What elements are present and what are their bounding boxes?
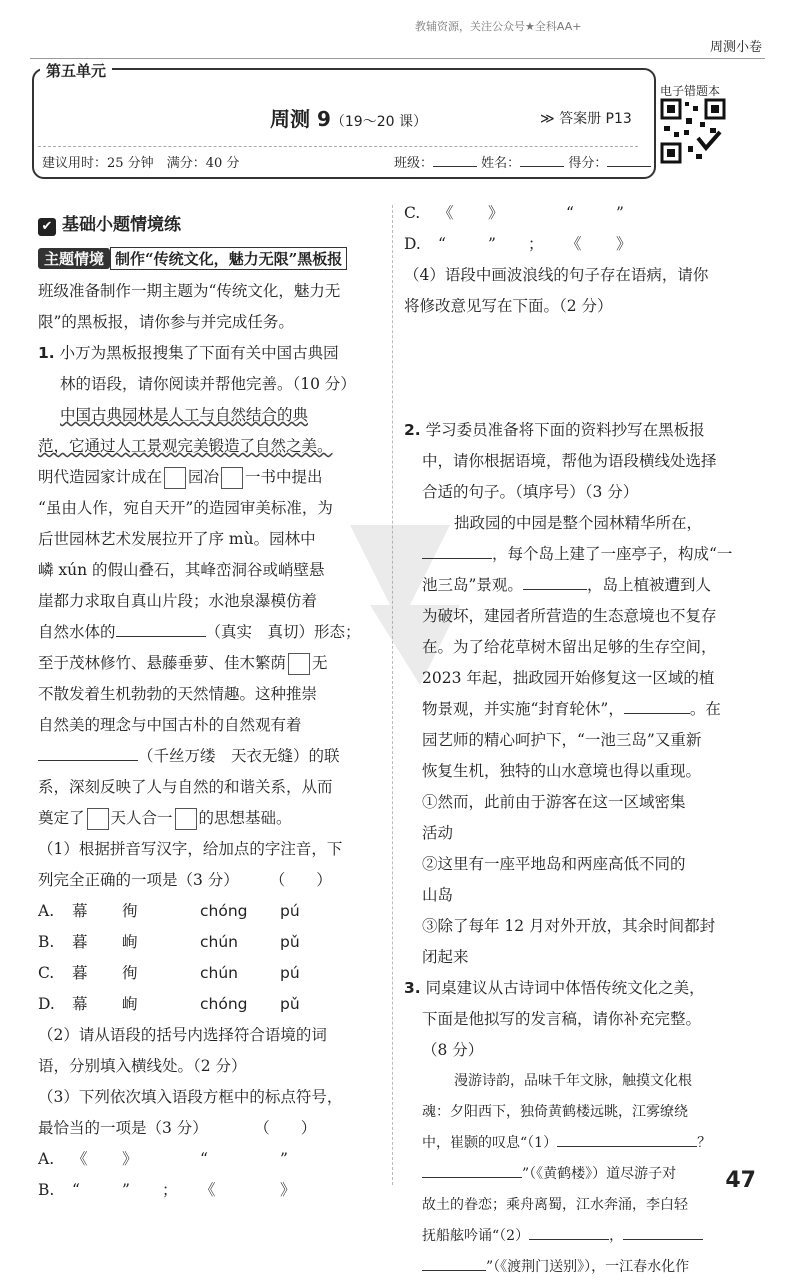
class-field[interactable] — [433, 166, 477, 167]
q1-sub4-line-1: （4）语段中画波浪线的句子存在语病，请你 — [404, 266, 709, 284]
q1-sub4-line-2: 将修改意见写在下面。（2 分） — [404, 297, 613, 315]
q1-para-line: “虽由人作，宛自天开”的造园审美标准，为 — [38, 499, 333, 517]
q1-sub2-line-2: 语，分别填入横线处。（2 分） — [38, 1057, 247, 1075]
q3-p3: 中，崔颢的叹息“（1） — [422, 1135, 558, 1151]
q3-para-line: 漫游诗韵，品味千年文脉，触摸文化根 — [454, 1073, 692, 1089]
option-row[interactable]: D. “ ” ； 《 》 — [404, 235, 632, 253]
q1-para-line — [38, 462, 388, 493]
q1-p13a: 奠定了 — [38, 809, 85, 827]
theme-tag-text: 制作“传统文化，魅力无限”黑板报 — [110, 247, 347, 270]
header-rule — [30, 58, 765, 59]
q3-stem-1 — [404, 973, 764, 1004]
q2-option-3b: 闭起来 — [422, 948, 469, 966]
sentence-blank-1[interactable] — [422, 558, 492, 559]
q1-para-line: 嶙 xún 的假山叠石，其峰峦洞谷或峭壁悬 — [38, 561, 325, 579]
theme-tag: 主题情境 — [38, 248, 110, 269]
q2-para-line: 恢复生机，独特的山水意境也得以重现。 — [422, 762, 702, 780]
q3-p7: ”（《渡荆门送别》），一江春水化作 — [486, 1259, 690, 1275]
q1-p7b: （真实 真切）形态； — [205, 623, 361, 641]
q1-para-line — [38, 431, 388, 462]
q1-para-line: 不散发着生机勃勃的天然情趣。这种推崇 — [38, 685, 318, 703]
q1-p2a: 明代造园家计成在 — [38, 468, 163, 486]
option-row[interactable]: B. 暮 峋 chún pǔ — [38, 933, 300, 951]
name-label: 姓名： — [481, 156, 521, 171]
q3-para-line — [404, 1159, 764, 1190]
q2-stem-1 — [404, 415, 764, 446]
q1-sub3-line-2: 最恰当的一项是（3 分） （ ） — [38, 1119, 317, 1137]
left-column — [38, 276, 388, 1206]
q1-sub2-line-1: （2）请从语段的括号内选择符合语境的词 — [38, 1026, 327, 1044]
q3-para-line — [404, 1221, 764, 1252]
q2-stem-3: 合适的句子。（填序号）（3 分） — [422, 483, 639, 501]
q1-para-line: 崖都力求取自真山片段；水池泉瀑模仿着 — [38, 592, 318, 610]
score-label: 得分： — [568, 156, 608, 171]
q3-stem-3: （8 分） — [422, 1041, 484, 1059]
q3-para-line: 魂：夕阳西下，独倚黄鹤楼远眺，江雾缭绕 — [422, 1104, 688, 1120]
q3-para-line — [404, 1128, 764, 1159]
q3-stem-text-1: 同桌建议从古诗词中体悟传统文化之美， — [425, 979, 705, 997]
q2-para-line — [404, 570, 764, 601]
option-row[interactable]: C. 暮 徇 chún pú — [38, 964, 300, 982]
answer-space[interactable] — [404, 322, 764, 415]
punct-box-2[interactable] — [221, 467, 243, 489]
header-right-label: 周测小卷 — [709, 40, 762, 55]
score-total-text: 满分：40 分 — [166, 156, 240, 171]
punct-box-3[interactable] — [288, 653, 310, 675]
q2-para-line: 拙政园的中园是整个园林精华所在， — [454, 514, 703, 532]
q1-para-line — [38, 617, 388, 648]
q1-p8a: 至于茂林修竹、悬藤垂萝、佳木繁荫 — [38, 654, 287, 672]
q1-sub1-line-1: （1）根据拼音写汉字，给加点的字注音，下 — [38, 840, 343, 858]
q2-stem-2: 中，请你根据语境，帮他为语段横线处选择 — [422, 452, 717, 470]
q1-stem-2: 林的语段，请你阅读并帮他完善。（10 分） — [60, 375, 356, 393]
q3-para-line: 故土的眷恋；乘舟离蜀，江水奔涌，李白轻 — [422, 1197, 688, 1213]
qr-label: 电子错题本 — [660, 84, 721, 98]
q1-para-line — [38, 400, 388, 431]
header-note: 教辅资源，关注公众号★全科AA+ — [415, 20, 582, 33]
option-row[interactable]: A. 《 》 “ ” — [38, 1150, 288, 1168]
q1-stem-1 — [38, 338, 388, 369]
punct-box-5[interactable] — [175, 808, 197, 830]
q3-p6c: ， — [609, 1228, 624, 1244]
option-row[interactable]: D. 幕 峋 chóng pǔ — [38, 995, 300, 1013]
page-title — [270, 103, 427, 132]
time-score-info — [42, 152, 239, 171]
poem-blank-3[interactable] — [529, 1239, 609, 1240]
q2-option-1: ①然而，此前由于游客在这一区域密集 — [422, 793, 686, 811]
q1-p7a: 自然水体的 — [38, 623, 116, 641]
name-field[interactable] — [520, 166, 564, 167]
title-sub: （19～20 课） — [330, 114, 427, 130]
class-label: 班级： — [394, 156, 434, 171]
page-number: 47 — [725, 1168, 756, 1193]
q1-para-line: 自然美的理念与中国古朴的自然观有着 — [38, 716, 302, 734]
q2-para-line: 园艺师的精心呵护下，“一池三岛”又重新 — [422, 731, 702, 749]
checkbox-icon: ✔ — [38, 218, 56, 236]
q1-para-line — [38, 803, 388, 834]
info-divider — [38, 146, 638, 147]
sentence-blank-3[interactable] — [624, 713, 690, 714]
poem-blank-4[interactable] — [623, 1239, 703, 1240]
q2-p3b: ，岛上植被遭到人 — [586, 576, 711, 594]
q1-para-line — [38, 648, 388, 679]
q2-stem-text-1: 学习委员准备将下面的资料抄写在黑板报 — [425, 421, 705, 439]
theme-tag-bar — [38, 247, 347, 271]
option-row[interactable]: C. 《 》 “ ” — [404, 204, 624, 222]
q2-para-line — [404, 539, 764, 570]
q1-para-line: 系，深刻反映了人与自然的和谐关系，从而 — [38, 778, 333, 796]
q1-p2c: 一书中提出 — [245, 468, 323, 486]
q2-para-line — [404, 694, 764, 725]
q1-p13b: 天人合一 — [110, 809, 173, 827]
word-blank-2[interactable] — [38, 760, 138, 761]
q1-p8b: 无 — [312, 654, 328, 672]
wavy-sentence-part2: 范，它通过人工景观完美锻造了自然之美。 — [38, 437, 333, 455]
option-row[interactable]: A. 幕 徇 chóng pú — [38, 902, 300, 920]
q2-number: 2. — [404, 421, 421, 439]
title-main: 周测 9 — [270, 107, 331, 131]
wavy-sentence-part1: 中国古典园林是人工与自然结合的典 — [60, 406, 309, 424]
q1-sub3-line-1: （3）下列依次填入语段方框中的标点符号， — [38, 1088, 343, 1106]
word-blank-1[interactable] — [116, 636, 206, 637]
q1-p11: （千丝万缕 天衣无缝）的联 — [138, 747, 340, 765]
q3-p3q: ？ — [697, 1135, 712, 1151]
q1-number: 1. — [38, 344, 55, 362]
q2-para-line: 为破坏，建园者所营造的生态意境也不复存 — [422, 607, 717, 625]
punct-box-1[interactable] — [164, 467, 186, 489]
qr-code-icon[interactable] — [660, 98, 726, 164]
q1-para-line: 后世园林艺术发展拉开了序 mù。园林中 — [38, 530, 316, 548]
punct-box-4[interactable] — [87, 808, 109, 830]
poem-blank-2[interactable] — [422, 1177, 522, 1178]
q3-p6: 抚船舷吟诵“（2） — [422, 1228, 530, 1244]
q2-para-line: 在。为了给花草树木留出足够的生存空间， — [422, 638, 717, 656]
right-column — [404, 198, 764, 1283]
unit-label: 第五单元 — [40, 60, 112, 81]
student-fields — [394, 152, 651, 171]
answer-ref: ≫ 答案册 P13 — [540, 111, 632, 127]
time-text: 建议用时：25 分钟 — [42, 156, 154, 171]
q2-p3a: 池三岛”景观。 — [422, 576, 523, 594]
q2-p7b: 。在 — [689, 700, 721, 718]
section-title — [38, 210, 181, 236]
q1-stem-text-1: 小万为黑板报搜集了下面有关中国古典园 — [59, 344, 339, 362]
poem-blank-1[interactable] — [557, 1146, 697, 1147]
q2-p2: ，每个岛上建了一座亭子，构成“一 — [492, 545, 733, 563]
intro-line-2: 限”的黑板报，请你参与并完成任务。 — [38, 313, 294, 331]
q3-para-line — [404, 1252, 764, 1283]
q2-option-2: ②这里有一座平地岛和两座高低不同的 — [422, 855, 686, 873]
q2-p7a: 物景观，并实施“封育轮休”， — [422, 700, 624, 718]
q2-option-3: ③除了每年 12 月对外开放，其余时间都封 — [422, 917, 716, 935]
q2-option-1b: 活动 — [422, 824, 454, 842]
sentence-blank-2[interactable] — [523, 589, 587, 590]
column-divider — [392, 205, 393, 1185]
option-row[interactable]: B. “ ” ； 《 》 — [38, 1181, 296, 1199]
q1-para-line — [38, 741, 388, 772]
q2-para-line: 2023 年起，拙政园开始修复这一区域的植 — [422, 669, 715, 687]
q1-p2b: 园冶 — [188, 468, 220, 486]
q3-p4: ”（《黄鹤楼》）道尽游子对 — [522, 1166, 677, 1182]
poem-blank-5[interactable] — [422, 1270, 486, 1271]
section-title-text: 基础小题情境练 — [62, 215, 181, 235]
q1-p13c: 的思想基础。 — [198, 809, 292, 827]
score-field[interactable] — [607, 166, 651, 167]
q3-number: 3. — [404, 979, 421, 997]
q2-option-2b: 山岛 — [422, 886, 454, 904]
intro-line-1: 班级准备制作一期主题为“传统文化，魅力无 — [38, 282, 341, 300]
q3-stem-2: 下面是他拟写的发言稿，请你补充完整。 — [422, 1010, 702, 1028]
q1-sub1-line-2: 列完全正确的一项是（3 分） （ ） — [38, 871, 332, 889]
